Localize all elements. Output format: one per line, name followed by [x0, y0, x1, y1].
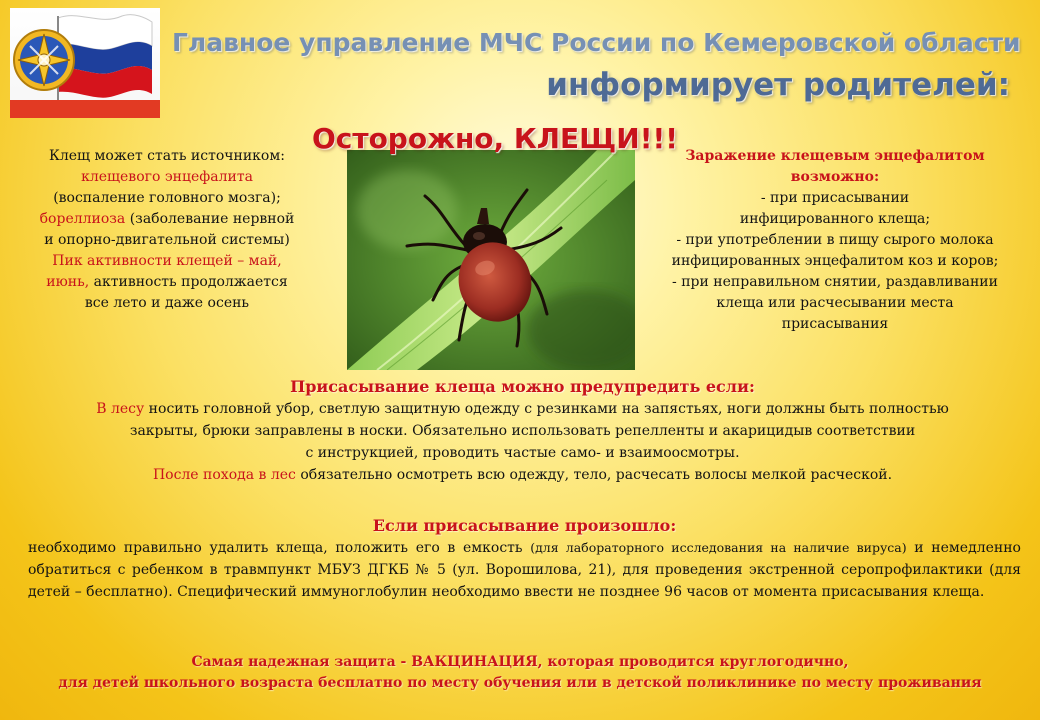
bite-section — [28, 515, 1021, 603]
right-column-text — [660, 146, 1010, 335]
text-line-red: Пик активности клещей – май, — [52, 253, 282, 269]
list-item: присасывания — [781, 316, 889, 332]
list-item: клеща или расчесывании места — [716, 295, 954, 311]
text-line — [30, 464, 1015, 486]
text-line: закрыты, брюки заправлены в носки. Обязательно использовать репелленты и акарицидыв соответствии — [129, 423, 916, 439]
prevention-title: Присасывание клеща можно предупредить если: — [290, 377, 755, 396]
list-item: инфицированного клеща; — [739, 211, 931, 227]
prevention-section — [30, 376, 1015, 486]
text-fragment-small: (для лабораторного исследования на наличие вируса) — [530, 540, 907, 555]
text-line — [22, 272, 312, 293]
infection-heading: Заражение клещевым энцефалитом — [685, 148, 985, 164]
text-fragment: активность продолжается — [89, 274, 288, 290]
text-fragment-red: В лесу — [96, 401, 145, 417]
bite-title: Если присасывание произошло: — [372, 516, 677, 535]
text-line — [22, 209, 312, 230]
text-fragment: носить головной убор, светлую защитную одежду с резинками на запястьях, ноги должны быть полностью — [144, 401, 949, 417]
warning-heading: Осторожно, КЛЕЩИ!!! — [311, 122, 679, 155]
emchs-logo-icon — [10, 8, 160, 118]
list-item: - при неправильном снятии, раздавливании — [672, 274, 998, 290]
text-line: все лето и даже осень — [84, 295, 250, 311]
text-fragment-red: После похода в лес — [152, 467, 296, 483]
list-item: инфицированных энцефалитом коз и коров; — [671, 253, 999, 269]
text-fragment: и немедленно обратиться с ребенком в травмпункт МБУЗ ДГКБ № 5 (ул. Ворошилова, 21), для проведения экстренной серопрофилактики (для детей – бесплатно). Специфический иммуноглобулин необходимо ввести не позднее 96 часов от момента присасывания клеща. — [28, 540, 1021, 600]
text-line: Клещ может стать источником: — [49, 148, 285, 164]
text-line: (воспаление головного мозга); — [53, 190, 281, 206]
list-item: - при употреблении в пищу сырого молока — [676, 232, 994, 248]
text-fragment: необходимо правильно удалить клеща, положить его в емкость — [28, 540, 531, 556]
list-item: - при присасывании — [760, 190, 910, 206]
borreliosis-label: бореллиоза — [39, 211, 126, 227]
left-column-text — [22, 146, 312, 314]
text-fragment-red: июнь, — [46, 274, 90, 290]
infection-heading-2: возможно: — [790, 169, 880, 185]
org-title: Главное управление МЧС России по Кемеровской области — [172, 28, 1021, 57]
text-line — [30, 398, 1015, 420]
vaccination-line: Самая надежная защита - ВАКЦИНАЦИЯ, которая проводится круглогодично, — [191, 654, 849, 670]
tick-photo — [347, 150, 635, 370]
text-line: и опорно-двигательной системы) — [44, 232, 290, 248]
text-line: с инструкцией, проводить частые само- и взаимоосмотры. — [305, 445, 740, 461]
vaccination-section — [20, 652, 1020, 694]
informs-heading: информирует родителей: — [546, 67, 1010, 103]
text-line-red: клещевого энцефалита — [81, 169, 253, 185]
text-fragment: обязательно осмотреть всю одежду, тело, расчесать волосы мелкой расческой. — [295, 467, 893, 483]
vaccination-line: для детей школьного возраста бесплатно по месту обучения или в детской поликлинике по месту проживания — [58, 675, 982, 691]
text-fragment: (заболевание нервной — [125, 211, 295, 227]
bite-paragraph — [28, 537, 1021, 603]
